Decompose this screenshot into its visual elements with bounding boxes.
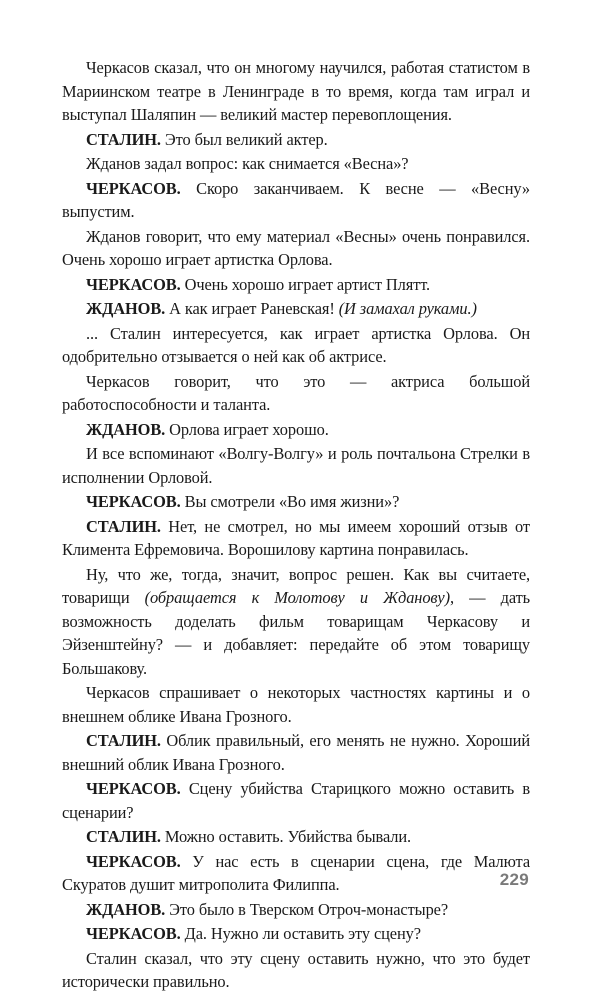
- speaker-name: СТАЛИН.: [86, 731, 161, 750]
- paragraph-text: Облик правильный, его менять не нужно. Хороший внешний облик Ивана Грозного.: [62, 731, 530, 774]
- speaker-name: ЧЕРКАСОВ.: [86, 492, 181, 511]
- speaker-name: СТАЛИН.: [86, 827, 161, 846]
- paragraph: [62, 370, 530, 417]
- paragraph-text: Жданов говорит, что ему материал «Весны» очень понравился. Очень хорошо играет артистка Орлова.: [62, 226, 530, 269]
- paragraph: [62, 225, 530, 272]
- paragraph-text: Это был великий актер.: [160, 129, 328, 149]
- paragraph: [62, 418, 530, 442]
- paragraph-text: И все вспоминают «Волгу-Волгу» и роль почтальона Стрелки в исполнении Орловой.: [62, 444, 530, 487]
- paragraph-text: Это было в Тверском Отроч-монастыре?: [165, 899, 449, 919]
- paragraph-text: Жданов задал вопрос: как снимается «Весна»?: [86, 154, 409, 173]
- paragraph: [62, 898, 530, 922]
- paragraph: [62, 515, 530, 562]
- paragraph: [62, 442, 530, 489]
- paragraph: [62, 825, 530, 849]
- stage-remark: (И замахал руками.): [338, 299, 477, 318]
- paragraph: [62, 297, 530, 321]
- paragraph-text: , — дать возможность доделать фильм товарищам Черкасову и Эйзенштейну? — и добавляет: передайте об этом товарищу Большакову.: [62, 588, 531, 678]
- paragraph-text: Очень хорошо играет артист Плятт.: [180, 274, 431, 294]
- paragraph: [62, 729, 530, 776]
- paragraph: [62, 273, 530, 297]
- paragraph: [62, 850, 530, 897]
- paragraph-text: Черкасов говорит, что это — актриса большой работоспособности и таланта.: [62, 371, 530, 414]
- paragraph: [62, 490, 530, 514]
- speaker-name: ЧЕРКАСОВ.: [86, 851, 181, 871]
- paragraph-text: Ну, что же, тогда, значит, вопрос решен. Как вы считаете, товарищи: [62, 564, 530, 607]
- paragraph-text: ... Сталин интересуется, как играет артистка Орлова. Он одобрительно отзывается о ней как об актрисе.: [62, 323, 530, 366]
- speaker-name: ЖДАНОВ.: [86, 419, 166, 439]
- page-number: 229: [499, 870, 529, 889]
- speaker-name: ЧЕРКАСОВ.: [86, 274, 181, 294]
- paragraph-text: Сталин сказал, что эту сцену оставить нужно, что это будет исторически правильно.: [62, 948, 530, 991]
- paragraph-text: Да. Нужно ли оставить эту сцену?: [180, 924, 421, 943]
- speaker-name: СТАЛИН.: [86, 516, 161, 536]
- paragraph-text: Вы смотрели «Во имя жизни»?: [180, 492, 400, 511]
- paragraph-text: А как играет Раневская!: [165, 299, 339, 318]
- paragraph-text: Черкасов сказал, что он многому научился, работая статистом в Мариинском театре в Ленинграде в то время, когда там играл и выступал Шаляпин — великий мастер перевоплощения.: [62, 58, 530, 124]
- paragraph: [62, 177, 530, 224]
- paragraph-text: У нас есть в сценарии сцена, где Малюта Скуратов душит митрополита Филиппа.: [62, 851, 530, 894]
- paragraph-text: Сцену убийства Старицкого можно оставить в сценарии?: [62, 779, 530, 822]
- paragraph-text: Орлова играет хорошо.: [165, 419, 329, 439]
- stage-remark: (обращается к Молотову и Жданову): [144, 588, 450, 607]
- speaker-name: ЧЕРКАСОВ.: [86, 178, 181, 198]
- paragraph-text: Нет, не смотрел, но мы имеем хороший отзыв от Климента Ефремовича. Ворошилову картина понравилась.: [62, 516, 530, 559]
- book-page-text: [62, 56, 530, 994]
- paragraph-text: Можно оставить. Убийства бывали.: [160, 827, 412, 846]
- paragraph: [62, 777, 530, 824]
- paragraph: [62, 322, 530, 369]
- paragraph-text: Черкасов спрашивает о некоторых частностях картины и о внешнем облике Ивана Грозного.: [62, 683, 530, 726]
- speaker-name: ЖДАНОВ.: [86, 299, 166, 318]
- speaker-name: ЖДАНОВ.: [86, 899, 166, 919]
- speaker-name: ЧЕРКАСОВ.: [86, 779, 181, 798]
- paragraph: [62, 922, 530, 946]
- paragraph: [62, 56, 530, 127]
- paragraph-text: Скоро заканчиваем. К весне — «Весну» выпустим.: [62, 178, 530, 221]
- speaker-name: ЧЕРКАСОВ.: [86, 924, 181, 943]
- paragraph: [62, 563, 530, 681]
- paragraph: [62, 128, 530, 152]
- paragraph: [62, 152, 530, 176]
- speaker-name: СТАЛИН.: [86, 129, 161, 149]
- paragraph: [62, 947, 530, 994]
- paragraph: [62, 681, 530, 728]
